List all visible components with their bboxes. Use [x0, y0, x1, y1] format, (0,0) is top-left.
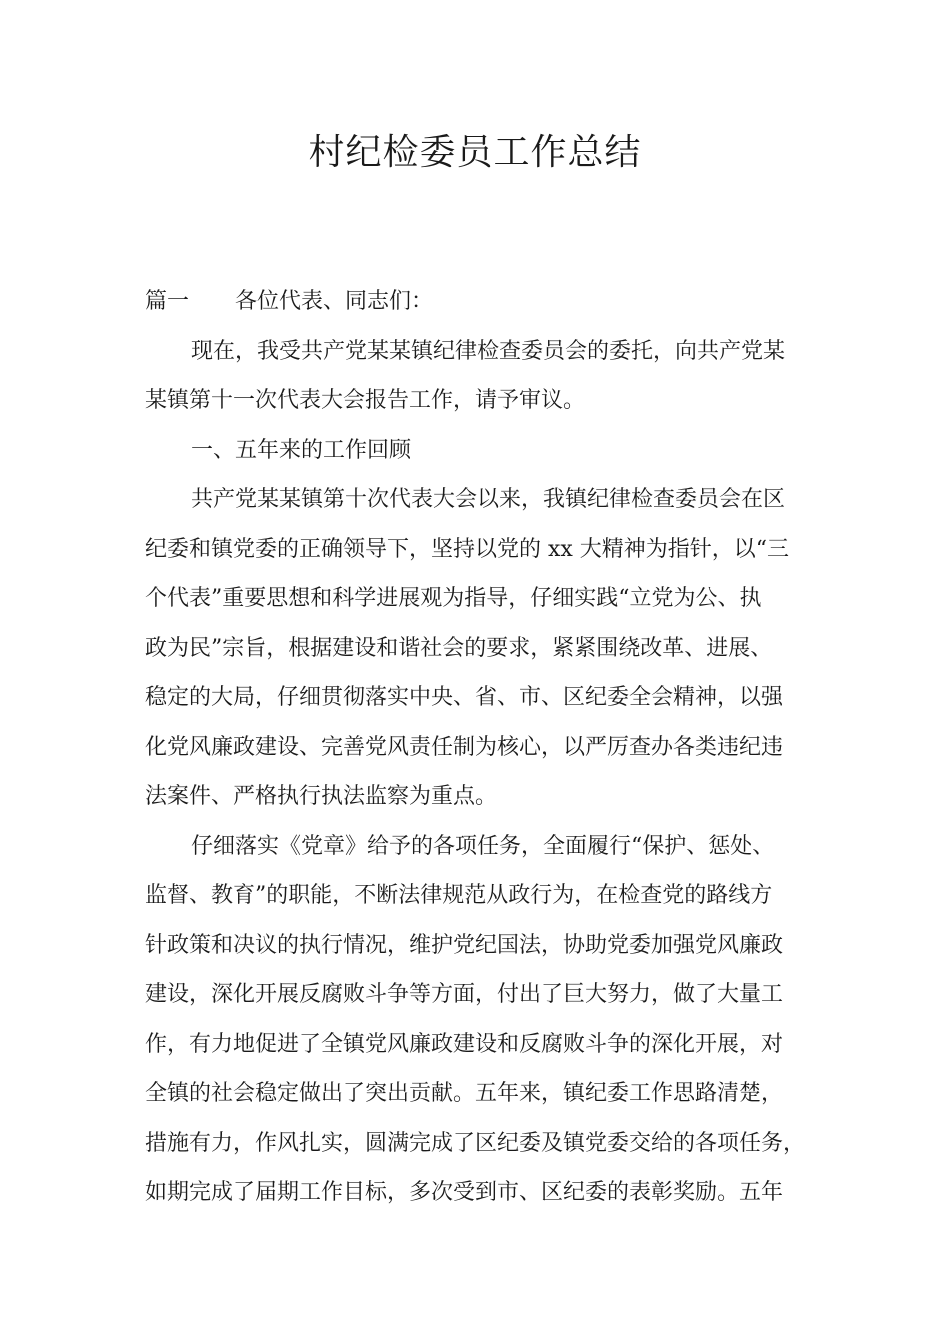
salutation: 各位代表、同志们： [235, 289, 434, 314]
text-line: 法案件、严格执行执法监察为重点。 [145, 784, 498, 809]
text-line: 针政策和决议的执行情况，维护党纪国法，协助党委加强党风廉政 [145, 932, 784, 958]
text-line: 现在，我受共产党某某镇纪律检查委员会的委托，向共产党某 [191, 338, 786, 364]
text-line: 纪委和镇党委的正确领导下，坚持以党的 xx 大精神为指针，以“三 [145, 536, 790, 562]
text-line: 监督、教育”的职能，不断法律规范从政行为，在检查党的路线方 [145, 883, 773, 908]
text-line: 共产党某某镇第十次代表大会以来，我镇纪律检查委员会在区 [191, 487, 786, 512]
text-line: 建设，深化开展反腐败斗争等方面，付出了巨大努力，做了大量工 [145, 982, 784, 1007]
document-title: 村纪检委员工作总结 [308, 132, 642, 173]
text-line: 政为民”宗旨，根据建设和谐社会的要求，紧紧围绕改革、进展、 [145, 635, 773, 661]
text-line: 全镇的社会稳定做出了突出贡献。五年来，镇纪委工作思路清楚， [145, 1081, 784, 1106]
salutation-line [145, 277, 820, 327]
text-line: 某镇第十一次代表大会报告工作，请予审议。 [145, 388, 586, 413]
text-line: 稳定的大局，仔细贯彻落实中央、省、市、区纪委全会精神，以强 [145, 685, 784, 710]
text-line: 措施有力，作风扎实，圆满完成了区纪委及镇党委交给的各项任务， [145, 1130, 806, 1156]
text-line: 如期完成了届期工作目标，多次受到市、区纪委的表彰奖励。五年 [145, 1180, 784, 1205]
text-line: 个代表”重要思想和科学进展观为指导，仔细实践“立党为公、执 [145, 586, 762, 611]
text-line: 化党风廉政建设、完善党风责任制为核心，以严厉查办各类违纪违 [145, 734, 784, 760]
text-line: 一、五年来的工作回顾 [191, 437, 412, 463]
text-line: 仔细落实《党章》给予的各项任务，全面履行“保护、惩处、 [191, 833, 775, 859]
document-body [145, 277, 820, 1218]
text-line: 作，有力地促进了全镇党风廉政建设和反腐败斗争的深化开展，对 [145, 1031, 784, 1057]
section-label: 篇一 [145, 289, 190, 314]
